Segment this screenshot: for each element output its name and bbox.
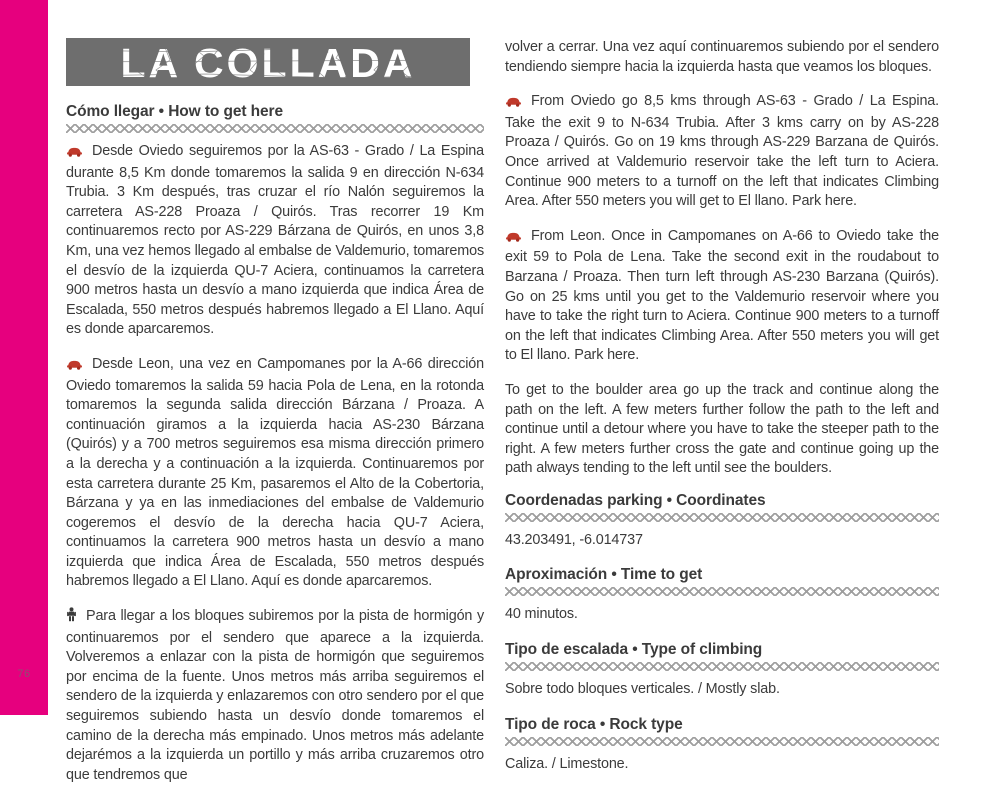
- info-block-approach-time: [505, 566, 939, 625]
- directions-paragraph-leon-en: [505, 227, 939, 366]
- car-icon: [66, 144, 83, 164]
- crag-title-banner: [66, 38, 470, 86]
- paragraph-text: From Oviedo go 8,5 kms through AS-63 - Grado / La Espina. Take the exit 9 to N-634 Trubia. After 3 kms carry on by AS-228 Proaza / Quirós. Go on 19 kms through AS-229 Barzana de Quirós. Once arrived at Valdemurio reservoir take the left turn to Aciera. Continue 900 meters to a turnoff on the left that indicates Climbing Area. After 550 meters you will get to El llano. Park here.: [505, 93, 939, 210]
- info-value-climbing-type: Sobre todo bloques verticales. / Mostly slab.: [505, 681, 780, 698]
- paragraph-text: Para llegar a los bloques subiremos por la pista de hormigón y continuaremos por el sendero que aparece a la izquierda. Volveremos a enlazar con la pista de hormigón que seguiremos por encima de la fuente. Unos metros más arriba seguiremos el sendero de la izquierda y enlazaremos con otro sendero por el que seguiremos subiendo hasta un desvío donde tomaremos el camino de la derecha más empinado. Unos metros más adelante dejarémos a la izquierda un portillo y más arriba cruzaremos otro que tendremos que: [66, 608, 484, 783]
- approach-paragraph-continuation-es: volver a cerrar. Una vez aquí continuaremos subiendo por el sendero tendiendo siempre hacia la izquierda hasta que veamos los bloques.: [505, 39, 939, 75]
- info-block-climbing-type: [505, 641, 939, 700]
- heading-rule: [505, 737, 939, 746]
- heading-rule: [505, 662, 939, 671]
- info-heading-coordinates: Coordenadas parking • Coordinates: [505, 491, 766, 509]
- approach-paragraph-es: [66, 607, 484, 785]
- directions-paragraph-oviedo-es: [66, 142, 484, 340]
- car-icon: [505, 94, 522, 114]
- heading-rule: [505, 587, 939, 596]
- paragraph-text: Desde Oviedo seguiremos por la AS-63 - Grado / La Espina durante 8,5 Km donde tomaremos la salida 9 en dirección N-634 Trubia. 3 Km después, tras cruzar el río Nalón seguiremos la carretera AS-228 Proaza / Quirós. Tras recorrer 19 Km continuaremos recto por AS-229 Bárzana de Quirós, en unos 3,8 Km, una vez hemos llegado al embalse de Valdemurio, tomaremos el desvío de la izquierda QU-7 Aciera, continuamos la carretera 900 metros hasta un desvío a mano izquierda que indica Área de Escalada, 550 metros después habremos llegado a El Llano. Aquí es donde aparcaremos.: [66, 143, 484, 338]
- car-icon: [505, 229, 522, 249]
- info-value-rock-type: Caliza. / Limestone.: [505, 755, 629, 772]
- crag-title-text: LA COLLADA: [120, 40, 416, 86]
- car-icon: [66, 357, 83, 377]
- info-value-approach-time: 40 minutos.: [505, 606, 578, 623]
- directions-paragraph-oviedo-en: [505, 92, 939, 212]
- section-heading-how-to-get-here: Cómo llegar • How to get here: [66, 103, 283, 120]
- directions-paragraph-leon-es: [66, 355, 484, 592]
- info-heading-approach-time: Aproximación • Time to get: [505, 566, 703, 584]
- page-spine: [0, 0, 48, 715]
- info-heading-rock-type: Tipo de roca • Rock type: [505, 715, 683, 733]
- heading-rule: [505, 513, 939, 522]
- hiker-icon: [66, 607, 77, 629]
- heading-rule: [66, 124, 484, 133]
- info-heading-climbing-type: Tipo de escalada • Type of climbing: [505, 641, 763, 659]
- approach-paragraph-en: To get to the boulder area go up the track and continue along the path on the left. A few meters further follow the path to the left and continue until a detour where you have to take the steeper path to the right. A few meters further cross the gate and continue going up the path always tending to the left until see the boulders.: [505, 381, 939, 477]
- paragraph-text: Desde Leon, una vez en Campomanes por la A-66 dirección Oviedo tomaremos la salida 59 hacia Pola de Lena, en la rotonda tomaremos la segunda salida dirección Bárzana / Proaza. A continuación giramos a la izquierda hacia AS-230 Bárzana (Quirós) y a 700 metros seguiremos esa misma dirección primero a la derecha y a continuación a la izquierda. Continuaremos por esta carretera durante 25 Km, pasaremos el Alto de la Cobertoria, Bárzana y ya en las inmediaciones del embalse de Valdemurio cogeremos el desvío de la derecha hacia QU-7 Aciera, continuamos la carretera 900 metros hasta un desvío a mano izquierda que indica Área de Escalada, 550 metros después habremos llegado a El Llano. Aquí es donde aparcaremos.: [66, 355, 484, 590]
- crag-title-art: [66, 38, 470, 86]
- page-number: 76: [17, 668, 31, 680]
- info-block-coordinates: [505, 492, 939, 551]
- info-value-coordinates: 43.203491, -6.014737: [505, 531, 643, 548]
- info-block-rock-type: [505, 716, 939, 775]
- paragraph-text: From Leon. Once in Campomanes on A-66 to Oviedo take the exit 59 to Pola de Lena. Take the second exit in the roudabout to Barzana / Proaza. Then turn left through AS-230 Barzana (Quirós). Go on 25 kms until you get to the Valdemurio reservoir where you have to take the right turn to Aciera. Continue 900 meters to a turnoff on the left that indicates Climbing Area. After 550 meters you will get to El llano. Park here.: [505, 227, 939, 364]
